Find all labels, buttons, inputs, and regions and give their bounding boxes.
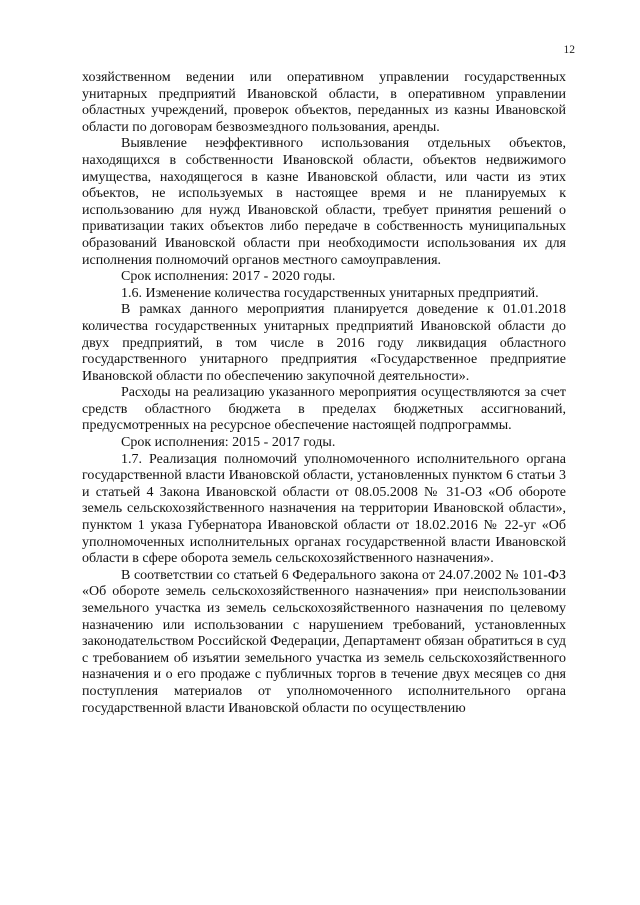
paragraph-deadline-2015-2017: Срок исполнения: 2015 - 2017 годы. xyxy=(121,435,336,451)
paragraph-federal-law-article-6: В соответствии со статьей 6 Федерального закона от 24.07.2002 № 101-ФЗ «Об обороте земель сельскохозяйственного назначения» при неиспользовании земельного участка из земель сельскохозяйственного назначения по целевому назначению или использовании с нарушением требований, установленных законодательством Российской Федерации, Департамент обязан обратиться в суд с требованием об изъятии земельного участка из земель сельскохозяйственного назначения и о его продаже с публичных торгов в течение двух месяцев со дня поступления материалов от уполномоченного исполнительного органа государственной власти Ивановской области по осуществлению xyxy=(82,567,566,716)
paragraph-expenses: Расходы на реализацию указанного мероприятия осуществляются за счет средств областного бюджета в пределах бюджетных ассигнований, предусмотренных на ресурсное обеспечение настоящей подпрограммы. xyxy=(82,385,566,434)
paragraph-deadline-2017-2020: Срок исполнения: 2017 - 2020 годы. xyxy=(121,269,336,285)
paragraph-item-1-6-heading: 1.6. Изменение количества государственных унитарных предприятий. xyxy=(121,285,539,301)
page-number: 12 xyxy=(563,44,575,56)
paragraph-continuation: хозяйственном ведении или оперативном управлении государственных унитарных предприятий Ивановской области, в оперативном управлении областных учреждений, проверок объектов, переданных из казны Ивановской области по договорам безвозмездного пользования, аренды. xyxy=(82,70,566,135)
paragraph-item-1-7: 1.7. Реализация полномочий уполномоченного исполнительного органа государственной власти Ивановской области, установленных пунктом 6 статьи 3 и статьей 4 Закона Ивановской области от 08.05.2008 № 31-ОЗ «Об обороте земель сельскохозяйственного назначения на территории Ивановской области», пунктом 1 указа Губернатора Ивановской области от 18.02.2016 № 22-уг «Об уполномоченных исполнительных органах государственной власти Ивановской области в сфере оборота земель сельскохозяйственного назначения». xyxy=(82,451,566,567)
document-body xyxy=(82,70,566,717)
paragraph-item-1-6-description: В рамках данного мероприятия планируется доведение к 01.01.2018 количества государственных унитарных предприятий Ивановской области до двух предприятий, в том числе в 2016 году ликвидация областного государственного унитарного предприятия «Государственное предприятие Ивановской области по обеспечению закупочной деятельности». xyxy=(82,302,566,384)
paragraph-identification-inefficient-use: Выявление неэффективного использования отдельных объектов, находящихся в собственности Ивановской области, объектов недвижимого имущества, находящегося в казне Ивановской области, или части из этих объектов, не используемых в настоящее время и не планируемых к использованию для нужд Ивановской области, требует принятия решений о приватизации таких объектов либо передаче в собственность муниципальных образований Ивановской области при необходимости использования их для исполнения полномочий органов местного самоуправления. xyxy=(82,136,566,268)
